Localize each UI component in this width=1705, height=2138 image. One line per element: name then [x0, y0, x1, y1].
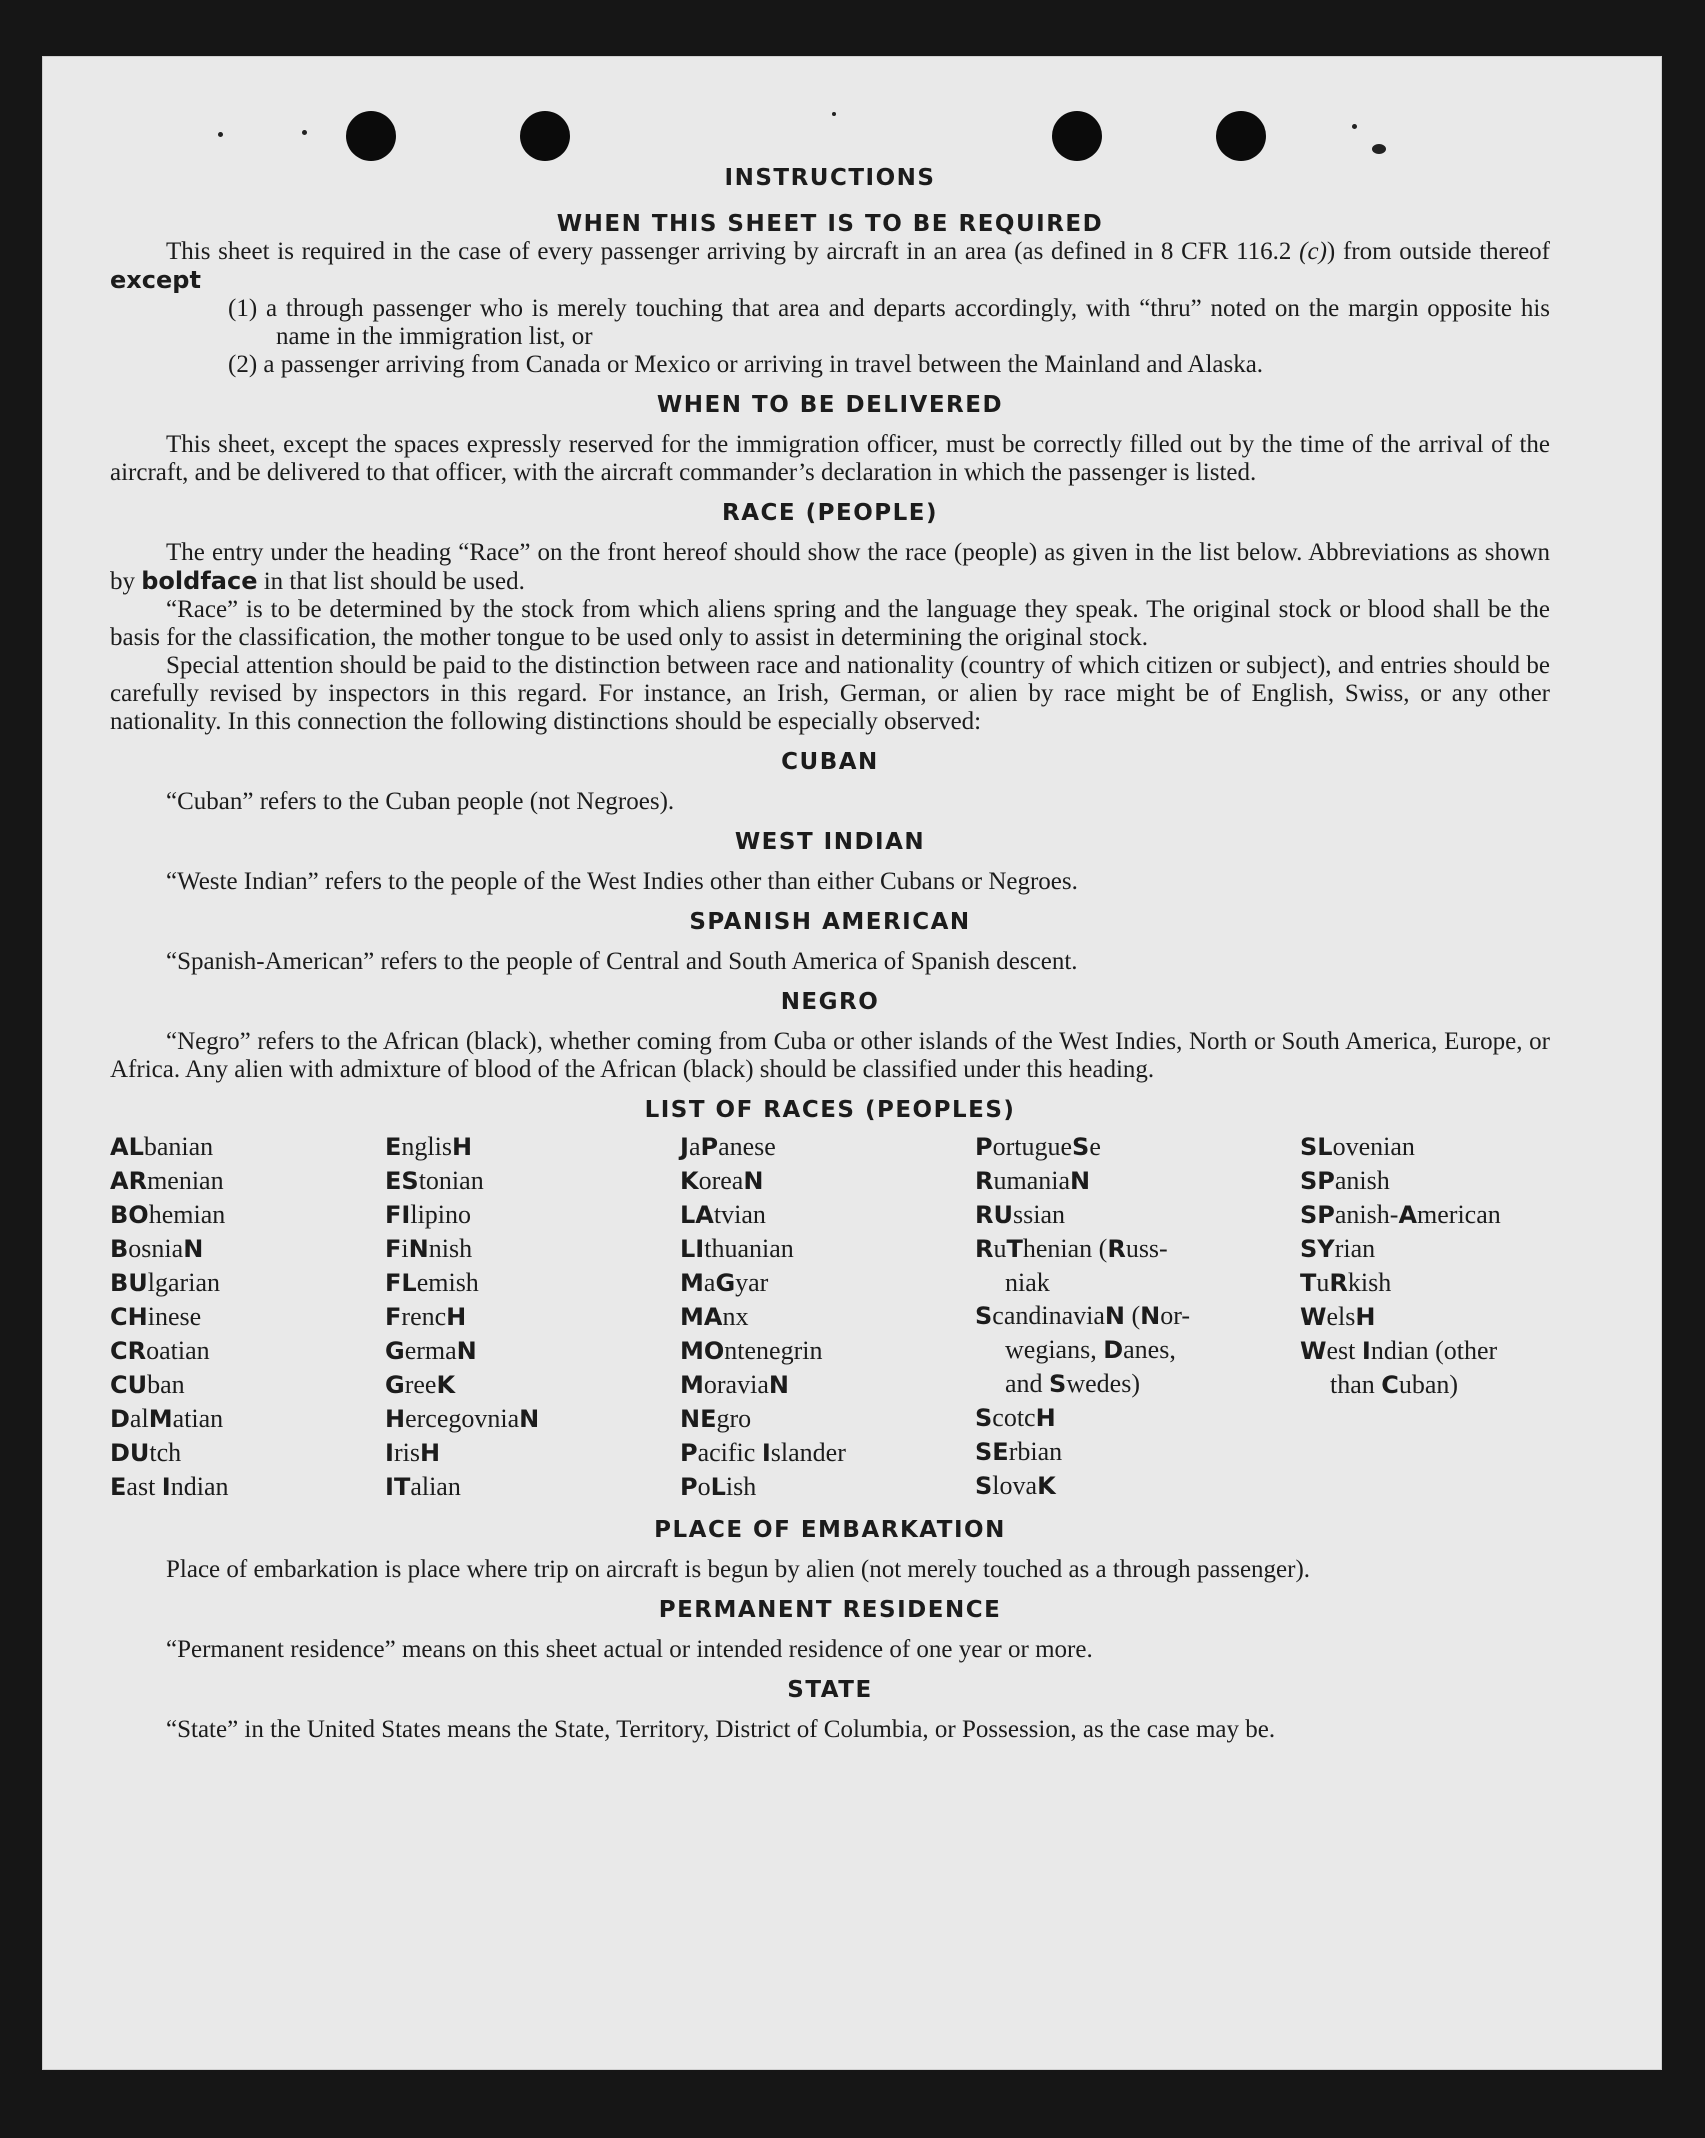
race-entry: MoraviaN: [680, 1370, 789, 1399]
race-entry: LAtvian: [680, 1200, 766, 1229]
speck: [1352, 124, 1357, 129]
race-entry: EStonian: [385, 1166, 484, 1195]
race-entry: BUlgarian: [110, 1268, 220, 1297]
race-entry: BosniaN: [110, 1234, 204, 1263]
speck: [218, 132, 223, 137]
race-entry: DalMatian: [110, 1404, 224, 1433]
race-entry: SPanish: [1300, 1166, 1390, 1195]
paragraph: Special attention should be paid to the distinction between race and nationality (country of which citizen or subject), and entries should be carefully revised by inspectors in this regard. For instance, an Irish, German, or alien by race might be of English, Swiss, or any other nationality. In this connection the following distinctions should be especially observed:: [110, 652, 1550, 735]
race-entry: SErbian: [975, 1437, 1063, 1466]
race-entry: RumaniaN: [975, 1166, 1091, 1195]
race-entry: FiNnish: [385, 1234, 473, 1263]
race-column: [680, 1130, 970, 1504]
race-list: [110, 1130, 1550, 1504]
race-entry: RuThenian (Russ-: [975, 1234, 1168, 1263]
race-entry: and Swedes): [1005, 1369, 1140, 1398]
punch-hole: [346, 111, 396, 161]
speck: [1372, 144, 1386, 154]
paragraph: “Negro” refers to the African (black), whether coming from Cuba or other islands of the West Indies, North or South America, Europe, or Africa. Any alien with admixture of blood of the African (black) should be classified under this heading.: [110, 1028, 1550, 1083]
speck: [302, 130, 307, 135]
heading-spanish-american: SPANISH AMERICAN: [689, 909, 971, 935]
race-entry: ARmenian: [110, 1166, 224, 1195]
paragraph: “Race” is to be determined by the stock from which aliens spring and the language they speak. The original stock or blood shall be the basis for the classification, the mother tongue to be used only to assist in determining the original stock.: [110, 596, 1550, 651]
race-entry: MaGyar: [680, 1268, 769, 1297]
race-entry: BOhemian: [110, 1200, 226, 1229]
paragraph: “Spanish-American” refers to the people of Central and South America of Spanish descent.: [166, 948, 1078, 975]
heading-cuban: CUBAN: [781, 749, 879, 775]
document-page: [42, 56, 1662, 2070]
race-entry: CRoatian: [110, 1336, 210, 1365]
clause-1: (1) a through passenger who is merely touching that area and departs accordingly, with “thru” noted on the margin opposite his name in the immigration list, or: [228, 295, 1550, 350]
punch-hole: [520, 111, 570, 161]
paragraph: This sheet, except the spaces expressly reserved for the immigration officer, must be correctly filled out by the time of the arrival of the aircraft, and be delivered to that officer, with the aircraft commander’s declaration in which the passenger is listed.: [110, 431, 1550, 486]
race-entry: NEgro: [680, 1404, 752, 1433]
race-entry: SYrian: [1300, 1234, 1376, 1263]
race-column: [975, 1130, 1295, 1504]
document-body: [110, 164, 1550, 1744]
race-entry: PoLish: [680, 1472, 757, 1501]
race-entry: IrisH: [385, 1438, 441, 1467]
race-entry: MOntenegrin: [680, 1336, 823, 1365]
race-entry: SPanish-American: [1300, 1200, 1501, 1229]
race-entry: WelsH: [1300, 1302, 1376, 1331]
heading-race: RACE (PEOPLE): [722, 500, 938, 526]
race-entry: niak: [1005, 1268, 1050, 1297]
heading-when-delivered: WHEN TO BE DELIVERED: [656, 392, 1004, 418]
punch-hole: [1216, 111, 1266, 161]
heading-embarkation: PLACE OF EMBARKATION: [654, 1517, 1006, 1543]
punch-hole: [1052, 111, 1102, 161]
paragraph: This sheet is required in the case of every passenger arriving by aircraft in an area (as defined in 8 CFR 116.2 (c)) from outside thereof except: [110, 238, 1550, 294]
race-column: [1300, 1130, 1550, 1504]
race-entry: Pacific Islander: [680, 1438, 846, 1467]
paragraph: “Permanent residence” means on this sheet actual or intended residence of one year or more.: [166, 1636, 1093, 1663]
race-entry: KoreaN: [680, 1166, 764, 1195]
race-entry: SlovaK: [975, 1471, 1056, 1500]
race-entry: West Indian (other: [1300, 1336, 1498, 1365]
race-entry: PortugueSe: [975, 1132, 1101, 1161]
race-entry: than Cuban): [1330, 1370, 1459, 1399]
race-entry: TuRkish: [1300, 1268, 1392, 1297]
race-entry: ScandinaviaN (Nor-: [975, 1301, 1191, 1330]
speck: [832, 112, 836, 116]
race-column: [385, 1130, 675, 1504]
paragraph: “State” in the United States means the State, Territory, District of Columbia, or Possession, as the case may be.: [166, 1716, 1276, 1743]
heading-when-required: WHEN THIS SHEET IS TO BE REQUIRED: [556, 211, 1104, 237]
race-entry: CUban: [110, 1370, 185, 1399]
paragraph: The entry under the heading “Race” on the front hereof should show the race (people) as given in the list below. Abbreviations as shown by boldface in that list should be used.: [110, 539, 1550, 595]
main-title: INSTRUCTIONS: [724, 165, 936, 191]
race-entry: FrencH: [385, 1302, 467, 1331]
race-entry: FIlipino: [385, 1200, 472, 1229]
race-entry: SLovenian: [1300, 1132, 1415, 1161]
race-entry: RUssian: [975, 1200, 1065, 1229]
race-entry: ITalian: [385, 1472, 461, 1501]
paragraph: Place of embarkation is place where trip on aircraft is begun by alien (not merely touched as a through passenger).: [166, 1556, 1311, 1583]
heading-list-of-races: LIST OF RACES (PEOPLES): [644, 1097, 1016, 1123]
race-entry: DUtch: [110, 1438, 182, 1467]
race-entry: ALbanian: [110, 1132, 214, 1161]
heading-state: STATE: [787, 1677, 873, 1703]
race-entry: GermaN: [385, 1336, 477, 1365]
race-column: [110, 1130, 380, 1504]
race-entry: GreeK: [385, 1370, 456, 1399]
race-entry: EnglisH: [385, 1132, 473, 1161]
heading-west-indian: WEST INDIAN: [734, 829, 926, 855]
race-entry: wegians, Danes,: [1005, 1335, 1176, 1364]
heading-negro: NEGRO: [780, 989, 880, 1015]
race-entry: FLemish: [385, 1268, 479, 1297]
race-entry: HercegovniaN: [385, 1404, 540, 1433]
race-entry: CHinese: [110, 1302, 202, 1331]
paragraph: “Cuban” refers to the Cuban people (not Negroes).: [166, 788, 675, 815]
race-entry: LIthuanian: [680, 1234, 794, 1263]
race-entry: ScotcH: [975, 1403, 1056, 1432]
race-entry: East Indian: [110, 1472, 229, 1501]
heading-permanent-residence: PERMANENT RESIDENCE: [658, 1597, 1002, 1623]
race-entry: MAnx: [680, 1302, 749, 1331]
paragraph: “Weste Indian” refers to the people of the West Indies other than either Cubans or Negroes.: [166, 868, 1078, 895]
clause-2: (2) a passenger arriving from Canada or Mexico or arriving in travel between the Mainland and Alaska.: [228, 351, 1264, 378]
race-entry: JaPanese: [680, 1132, 776, 1161]
